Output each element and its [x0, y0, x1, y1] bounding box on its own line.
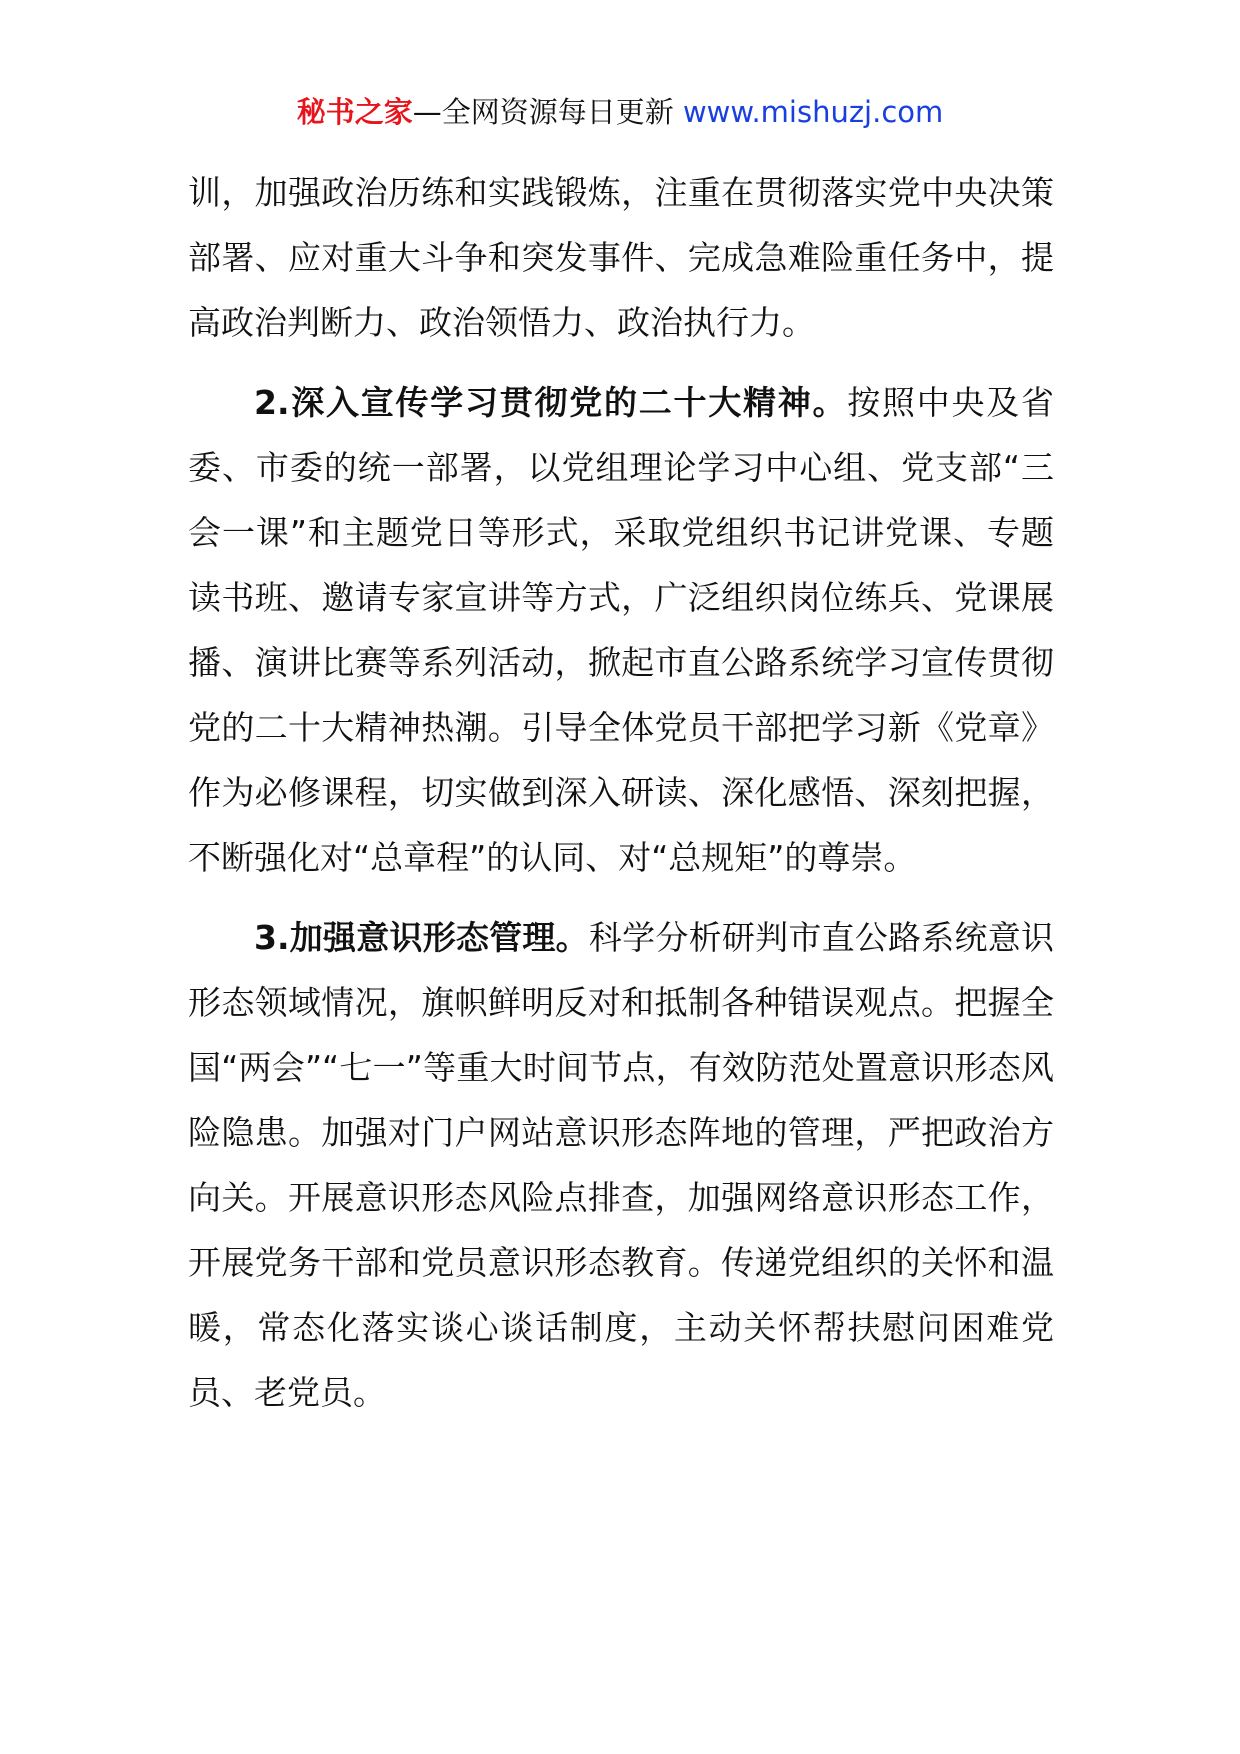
paragraph-section-3	[188, 905, 1054, 1425]
document-body	[188, 160, 1054, 1440]
site-header	[0, 92, 1240, 132]
paragraph-text: 按照中央及省委、市委的统一部署，以党组理论学习中心组、党支部“三会一课”和主题党日等形式，采取党组织书记讲党课、专题读书班、邀请专家宣讲等方式，广泛组织岗位练兵、党课展播、演讲比赛等系列活动，掀起市直公路系统学习宣传贯彻党的二十大精神热潮。引导全体党员干部把学习新《党章》作为必修课程，切实做到深入研读、深化感悟、深刻把握，不断强化对“总章程”的认同、对“总规矩”的尊崇。	[188, 383, 1054, 877]
paragraph-section-2	[188, 370, 1054, 890]
paragraph-text: 训，加强政治历练和实践锻炼，注重在贯彻落实党中央决策部署、应对重大斗争和突发事件、完成急难险重任务中，提高政治判断力、政治领悟力、政治执行力。	[188, 173, 1054, 342]
brand-name: 秘书之家	[296, 95, 413, 129]
paragraph-continuation	[188, 160, 1054, 355]
section-heading: 3.加强意识形态管理。	[254, 918, 589, 957]
header-tagline: —全网资源每日更新	[412, 95, 674, 129]
paragraph-text: 科学分析研判市直公路系统意识形态领域情况，旗帜鲜明反对和抵制各种错误观点。把握全国“两会”“七一”等重大时间节点，有效防范处置意识形态风险隐患。加强对门户网站意识形态阵地的管理，严把政治方向关。开展意识形态风险点排查，加强网络意识形态工作，开展党务干部和党员意识形态教育。传递党组织的关怀和温暖，常态化落实谈心谈话制度，主动关怀帮扶慰问困难党员、老党员。	[188, 918, 1054, 1412]
site-url-link[interactable]: www.mishuzj.com	[682, 95, 944, 129]
section-heading: 2.深入宣传学习贯彻党的二十大精神。	[254, 383, 848, 422]
